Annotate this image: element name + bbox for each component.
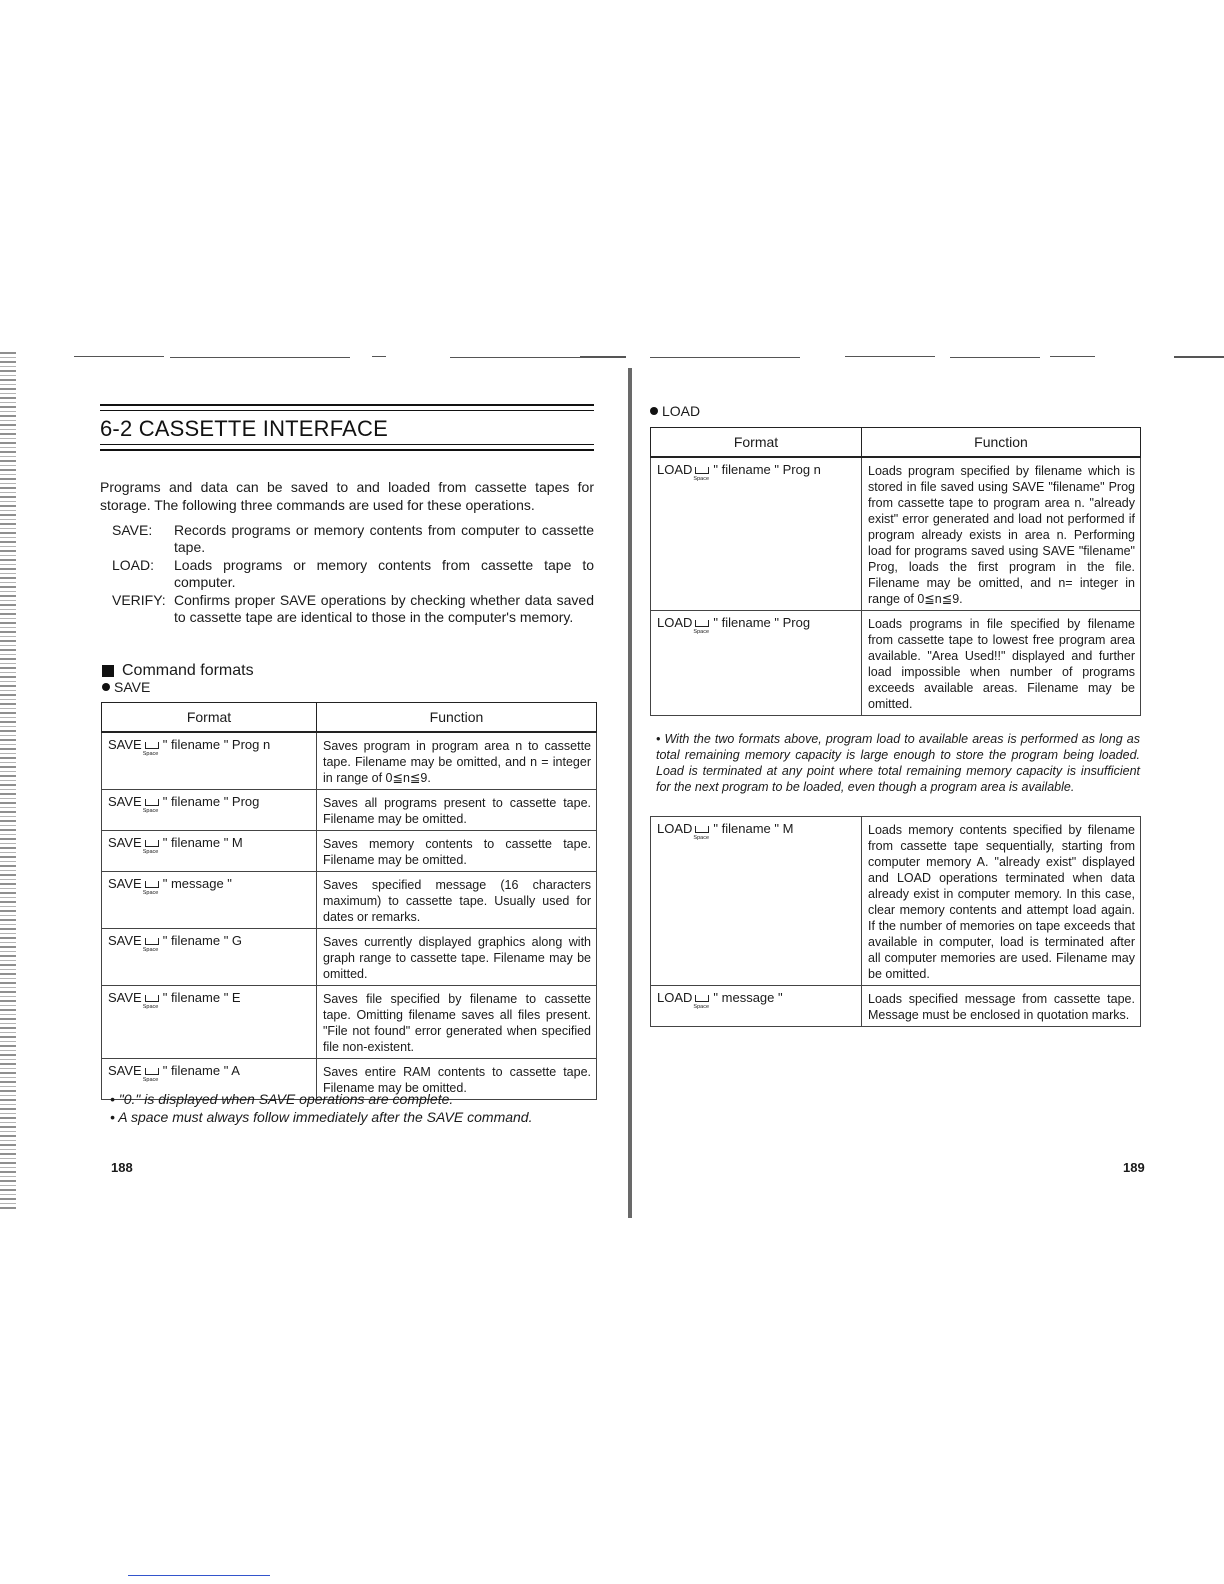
space-symbol-icon — [142, 799, 159, 814]
space-symbol-icon — [142, 840, 159, 855]
space-label: Space — [142, 807, 159, 814]
title-rule-bottom — [100, 444, 594, 451]
function-cell: Saves program in program area n to cassette tape. Filename may be omitted, and n = integer in range of 0≦n≦9. — [317, 732, 597, 790]
bullet-dot-icon — [650, 407, 658, 415]
function-cell: Loads memory contents specified by filename from cassette tape sequentially, starting from computer memory A. "already exist" displayed and LOAD operations terminated when data already exist in computer memory. In this case, clear memory contents and attempt load again. If the number of memories on tape exceeds that available in computer, load is terminated after all computer memories are used. Filename may be omitted. — [862, 817, 1141, 986]
format-cell — [102, 831, 317, 872]
space-label: Space — [693, 834, 710, 841]
save-notes — [110, 1090, 600, 1126]
save-heading — [102, 679, 150, 695]
note-line: • "0." is displayed when SAVE operations are complete. — [110, 1091, 454, 1107]
format-cell — [102, 929, 317, 986]
intro-paragraph: Programs and data can be saved to and loaded from cassette tapes for storage. The following three commands are used for these operations. — [100, 479, 594, 513]
table-row — [102, 986, 597, 1059]
space-label: Space — [693, 475, 710, 482]
command-item — [112, 557, 594, 591]
load-heading-text: LOAD — [662, 403, 701, 419]
table-row — [651, 817, 1141, 986]
command-item — [112, 592, 594, 626]
table-row — [102, 872, 597, 929]
format-cell — [651, 817, 862, 986]
function-column-header: Function — [317, 703, 597, 733]
space-label: Space — [693, 1003, 710, 1010]
table-row — [651, 457, 1141, 611]
format-cell — [651, 611, 862, 716]
command-argument: " filename " Prog — [713, 615, 811, 630]
command-keyword: SAVE — [108, 990, 142, 1005]
page-number-left: 188 — [111, 1160, 133, 1175]
subheading-text: Command formats — [122, 662, 254, 679]
space-label: Space — [142, 1003, 159, 1010]
table-row — [651, 611, 1141, 716]
space-symbol-icon — [693, 467, 710, 482]
command-argument: " filename " E — [162, 990, 241, 1005]
format-cell — [651, 457, 862, 611]
command-argument: " filename " Prog n — [162, 737, 271, 752]
command-argument: " message " — [162, 876, 232, 891]
table-row — [102, 831, 597, 872]
function-cell: Saves file specified by filename to cassette tape. Omitting filename saves all files present. "File not found" error generated when specified file non-existent. — [317, 986, 597, 1059]
scan-edge-line — [0, 356, 1224, 360]
command-argument: " filename " G — [162, 933, 243, 948]
space-symbol-icon — [142, 881, 159, 896]
space-label: Space — [142, 889, 159, 896]
command-argument: " filename " A — [162, 1063, 240, 1078]
load-format-table — [650, 427, 1141, 716]
scan-bottom-line — [128, 1575, 270, 1576]
command-description: Loads programs or memory contents from cassette tape to computer. — [174, 557, 594, 590]
function-cell: Saves memory contents to cassette tape. Filename may be omitted. — [317, 831, 597, 872]
function-cell: Loads program specified by filename which is stored in file saved using SAVE "filename" Prog from cassette tape to program area n. "already exist" error generated and load not performed if program already exists in area n. Performing load for programs saved using SAVE "filename" Prog, loads the first program in the file. Filename may be omitted, and n= integer in range of 0≦n≦9. — [862, 457, 1141, 611]
table-row — [102, 732, 597, 790]
note-line: • A space must always follow immediately after the SAVE command. — [110, 1109, 533, 1125]
command-term: LOAD: — [112, 557, 155, 573]
section-title: 6-2 CASSETTE INTERFACE — [100, 416, 389, 441]
space-symbol-icon — [142, 938, 159, 953]
save-heading-text: SAVE — [114, 679, 151, 695]
command-keyword: SAVE — [108, 835, 142, 850]
command-description: Records programs or memory contents from computer to cassette tape. — [174, 522, 594, 555]
command-keyword: LOAD — [657, 462, 693, 477]
load-note: • With the two formats above, program load to available areas is performed as long as total remaining memory capacity is large enough to store the program being loaded. Load is terminated at any point where total remaining memory capacity is insufficient for the next program to be loaded, even though a program area is available. — [656, 732, 1140, 794]
format-cell — [102, 732, 317, 790]
bullet-dot-icon — [102, 683, 110, 691]
command-keyword: LOAD — [657, 821, 693, 836]
space-label: Space — [142, 848, 159, 855]
function-cell: Saves specified message (16 characters maximum) to cassette tape. Usually used for dates or remarks. — [317, 872, 597, 929]
command-keyword: LOAD — [657, 990, 693, 1005]
scan-left-edge — [0, 352, 16, 1212]
space-symbol-icon — [693, 620, 710, 635]
table-row — [651, 986, 1141, 1027]
function-cell: Saves all programs present to cassette tape. Filename may be omitted. — [317, 790, 597, 831]
command-argument: " filename " Prog n — [713, 462, 821, 477]
function-cell: Loads programs in file specified by filename from cassette tape to lowest free program area available. "Area Used!!" displayed and further load impossible when number of programs exceeds available areas. Filename may be omitted. — [862, 611, 1141, 716]
command-formats-heading — [102, 662, 254, 680]
page-number-right: 189 — [1123, 1160, 1145, 1175]
space-symbol-icon — [693, 995, 710, 1010]
command-argument: " message " — [713, 990, 783, 1005]
command-keyword: SAVE — [108, 794, 142, 809]
function-cell: Saves currently displayed graphics along with graph range to cassette tape. Filename may be omitted. — [317, 929, 597, 986]
save-format-table — [101, 702, 597, 1100]
title-rule-top — [100, 404, 594, 411]
book-spine — [628, 368, 632, 1218]
format-column-header: Format — [102, 703, 317, 733]
format-cell — [651, 986, 862, 1027]
load-format-table-continued — [650, 816, 1141, 1027]
space-symbol-icon — [142, 1068, 159, 1083]
function-cell: Saves entire RAM contents to cassette tape. Filename may be omitted. — [317, 1059, 597, 1100]
command-keyword: SAVE — [108, 876, 142, 891]
space-symbol-icon — [142, 995, 159, 1010]
command-keyword: SAVE — [108, 1063, 142, 1078]
command-keyword: LOAD — [657, 615, 693, 630]
table-row — [102, 790, 597, 831]
format-cell — [102, 872, 317, 929]
format-cell — [102, 790, 317, 831]
space-label: Space — [693, 628, 710, 635]
format-column-header: Format — [651, 428, 862, 458]
square-bullet-icon — [102, 665, 114, 677]
table-row — [102, 929, 597, 986]
command-item — [112, 522, 594, 556]
function-column-header: Function — [862, 428, 1141, 458]
command-keyword: SAVE — [108, 737, 142, 752]
command-term: VERIFY: — [112, 592, 166, 608]
command-keyword: SAVE — [108, 933, 142, 948]
space-label: Space — [142, 750, 159, 757]
command-argument: " filename " Prog — [162, 794, 260, 809]
command-term: SAVE: — [112, 522, 153, 538]
space-symbol-icon — [142, 742, 159, 757]
command-list — [112, 522, 594, 627]
load-heading — [650, 403, 700, 419]
function-cell: Loads specified message from cassette tape. Message must be enclosed in quotation marks. — [862, 986, 1141, 1027]
command-argument: " filename " M — [713, 821, 794, 836]
command-description: Confirms proper SAVE operations by checking whether data saved to cassette tape are identical to those in the computer's memory. — [174, 592, 594, 625]
space-label: Space — [142, 1076, 159, 1083]
space-symbol-icon — [693, 826, 710, 841]
format-cell — [102, 986, 317, 1059]
command-argument: " filename " M — [162, 835, 243, 850]
space-label: Space — [142, 946, 159, 953]
